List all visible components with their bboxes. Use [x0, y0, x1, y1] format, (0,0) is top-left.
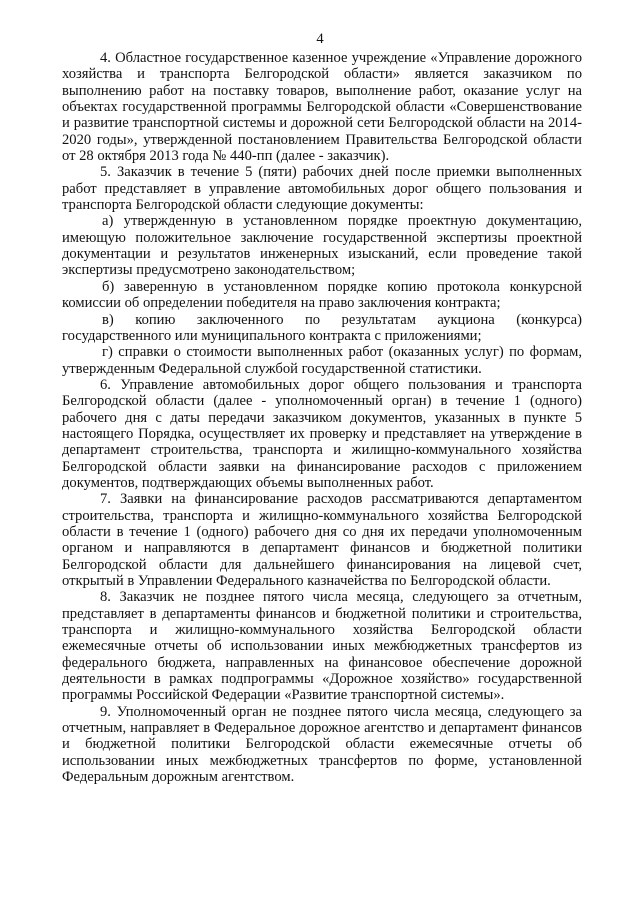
paragraph-5c-contract-copy: в) копию заключенного по результатам аукциона (конкурса) государственного или муниципального контракта с приложениями; — [62, 311, 582, 344]
paragraph-8-customer-reports: 8. Заказчик не позднее пятого числа месяца, следующего за отчетным, представляет в департаменты финансов и бюджетной политики и строительства, транспорта и жилищно-коммунального хозяйства Белгородской области ежемесячные отчеты об использовании иных межбюджетных трансфертов из федерального бюджета, направленных на финансовое обеспечение дорожной деятельности в рамках подпрограммы «Дорожное хозяйство» государственной программы Российской Федерации «Развитие транспортной системы». — [62, 589, 582, 704]
paragraph-4-customer: 4. Областное государственное казенное учреждение «Управление дорожного хозяйства и транспорта Белгородской области» является заказчиком по выполнению работ на поставку товаров, выполнение работ, оказание услуг на объектах государственной программы Белгородской области «Совершенствование и развитие транспортной системы и дорожной сети Белгородской области на 2014-2020 годы», утвержденной постановлением Правительства Белгородской области от 28 октября 2013 года № 440-пп (далее - заказчик). — [62, 50, 582, 165]
paragraph-5d-cost-certificates: г) справки о стоимости выполненных работ (оказанных услуг) по формам, утвержденным Федеральной службой государственной статистики. — [62, 344, 582, 377]
paragraph-5-documents: 5. Заказчик в течение 5 (пяти) рабочих дней после приемки выполненных работ представляет в управление автомобильных дорог общего пользования и транспорта Белгородской области следующие документы: — [62, 164, 582, 214]
document-body — [62, 50, 582, 785]
paragraph-6-authorized-body: 6. Управление автомобильных дорог общего пользования и транспорта Белгородской области (далее - уполномоченный орган) в течение 1 (одного) рабочего дня с даты передачи заказчиком документов, указанных в пункте 5 настоящего Порядка, осуществляет их проверку и представляет на утверждение в департамент строительства, транспорта и жилищно-коммунального хозяйства Белгородской области заявки на финансирование расходов с приложением документов, подтверждающих объемы выполненных работ. — [62, 376, 582, 491]
paragraph-5b-protocol-copy: б) заверенную в установленном порядке копию протокола конкурсной комиссии об определении победителя на право заключения контракта; — [62, 278, 582, 312]
paragraph-5a-project-docs: а) утвержденную в установленном порядке проектную документацию, имеющую положительное заключение государственной экспертизы проектной документации и результатов инженерных изысканий, если проведение такой экспертизы предусмотрено законодательством; — [62, 213, 582, 279]
paragraph-9-authorized-body-reports: 9. Уполномоченный орган не позднее пятого числа месяца, следующего за отчетным, направляет в Федеральное дорожное агентство и департамент финансов и бюджетной политики Белгородской области ежемесячные отчеты об использовании иных межбюджетных трансфертов по форме, установленной Федеральным дорожным агентством. — [62, 703, 582, 786]
page-number: 4 — [316, 31, 324, 47]
paragraph-7-financing-requests: 7. Заявки на финансирование расходов рассматриваются департаментом строительства, транспорта и жилищно-коммунального хозяйства Белгородской области в течение 1 (одного) рабочего дня со дня их передачи уполномоченным органом и направляются в департамент финансов и бюджетной политики Белгородской области для дальнейшего финансирования на лицевой счет, открытый в Управлении Федерального казначейства по Белгородской области. — [62, 491, 582, 589]
